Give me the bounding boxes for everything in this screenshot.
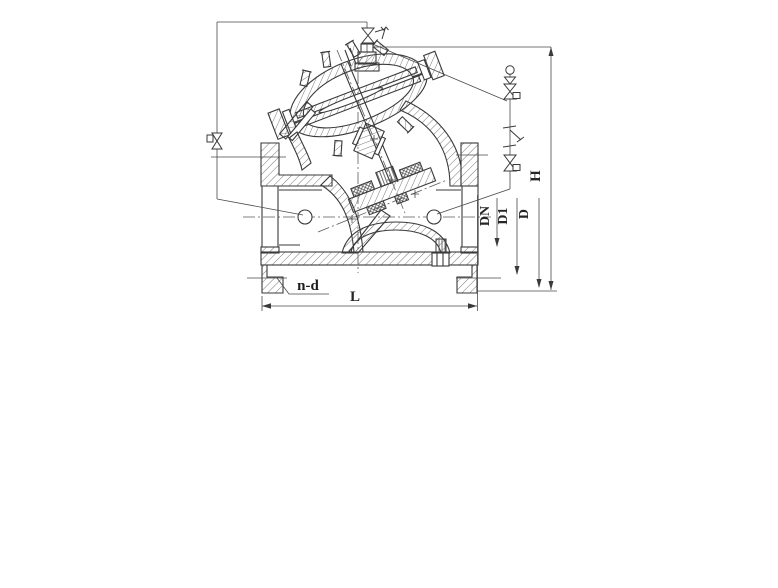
right-lower-valve-icon	[504, 155, 520, 171]
right-foot-flange	[457, 265, 477, 293]
y-strainer-icon	[503, 126, 524, 147]
dim-label-h: H	[528, 170, 544, 182]
dim-label-d1: D1	[496, 207, 511, 225]
dim-label-nd: n-d	[297, 278, 319, 294]
dim-label-dn: DN	[478, 205, 493, 227]
dim-label-l: L	[349, 289, 361, 305]
inlet-port-hole	[298, 210, 312, 224]
left-foot-flange	[262, 265, 283, 293]
right-flange-section	[461, 143, 478, 186]
top-pilot-valve-icon	[362, 27, 389, 43]
drain-bolt	[432, 239, 449, 266]
left-isolation-valve-icon	[207, 133, 222, 149]
outlet-port-hole	[427, 210, 441, 224]
dim-label-d: D	[517, 208, 532, 220]
right-upper-valve-icon	[504, 84, 520, 99]
